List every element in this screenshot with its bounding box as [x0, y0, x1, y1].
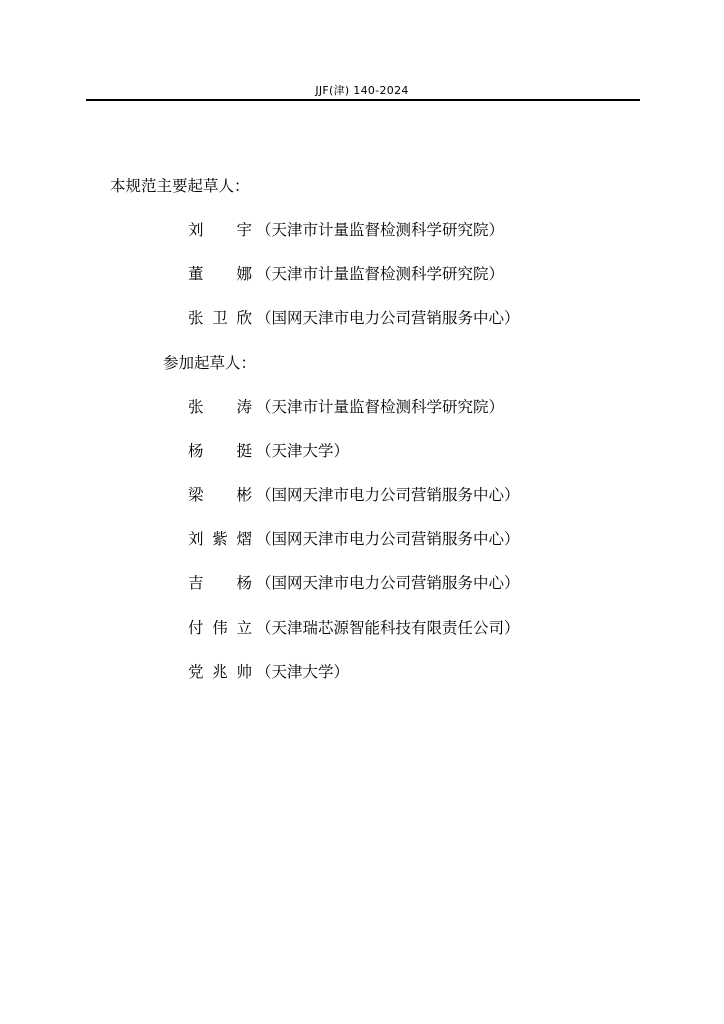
- participating-drafter-row: [188, 484, 520, 506]
- drafter-organization: （天津市计量监督检测科学研究院）: [256, 265, 505, 283]
- participating-drafter-row: [188, 440, 349, 462]
- drafter-organization: （天津大学）: [256, 442, 350, 460]
- drafter-name: 梁 彬: [188, 486, 252, 504]
- main-drafter-row: [188, 263, 504, 285]
- drafter-name: 张 涛: [188, 398, 252, 416]
- page-header-code: JJF(津) 140-2024: [315, 84, 409, 97]
- header-divider: [86, 99, 640, 101]
- main-drafter-row: [188, 307, 520, 329]
- drafter-organization: （天津瑞芯源智能科技有限责任公司）: [256, 619, 520, 637]
- drafter-name: 刘紫熠: [188, 530, 252, 548]
- main-drafters-title: 本规范主要起草人：: [110, 177, 250, 195]
- drafter-name: 张卫欣: [188, 309, 252, 327]
- drafter-name: 杨 挺: [188, 442, 252, 460]
- drafter-name: 吉 杨: [188, 574, 252, 592]
- drafter-organization: （国网天津市电力公司营销服务中心）: [256, 530, 520, 548]
- participating-drafter-row: [188, 572, 520, 594]
- main-drafter-row: [188, 219, 504, 241]
- drafter-organization: （国网天津市电力公司营销服务中心）: [256, 574, 520, 592]
- participating-drafters-title: 参加起草人：: [163, 354, 257, 372]
- drafter-organization: （国网天津市电力公司营销服务中心）: [256, 309, 520, 327]
- drafter-organization: （天津市计量监督检测科学研究院）: [256, 221, 505, 239]
- drafter-organization: （天津市计量监督检测科学研究院）: [256, 398, 505, 416]
- participating-drafter-row: [188, 661, 349, 683]
- participating-drafter-row: [188, 617, 520, 639]
- drafter-name: 刘 宇: [188, 221, 252, 239]
- participating-drafter-row: [188, 528, 520, 550]
- drafter-organization: （国网天津市电力公司营销服务中心）: [256, 486, 520, 504]
- drafter-name: 董 娜: [188, 265, 252, 283]
- drafter-organization: （天津大学）: [256, 663, 350, 681]
- participating-drafter-row: [188, 396, 504, 418]
- drafter-name: 党兆帅: [188, 663, 252, 681]
- drafter-name: 付伟立: [188, 619, 252, 637]
